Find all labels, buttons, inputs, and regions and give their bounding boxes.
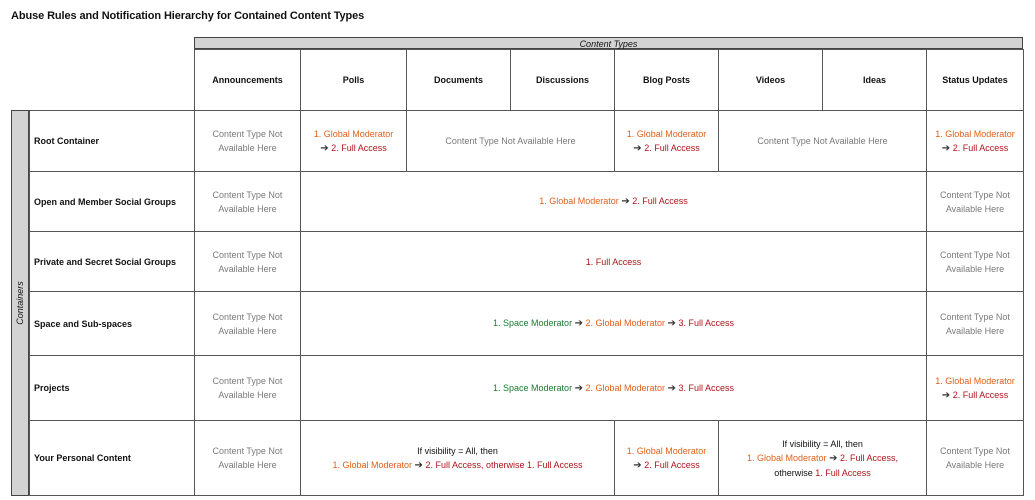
rule-global-moderator: 1. Global Moderator <box>626 128 707 139</box>
cell-na: Content Type Not Available Here <box>407 111 615 172</box>
rule-full-access: 1. Full Access <box>585 256 642 267</box>
na-line1: Content Type Not <box>940 311 1010 322</box>
rule-global-moderator: 1. Global Moderator <box>747 452 827 463</box>
table-row <box>30 421 1024 496</box>
containers-label: Containers <box>15 281 25 325</box>
row-private-secret-groups: Private and Secret Social Groups <box>30 232 195 292</box>
table-row <box>30 356 1024 421</box>
na-line2: Available Here <box>945 460 1005 470</box>
table-row <box>30 232 1024 292</box>
rule-full-access: 2. Full Access <box>632 196 688 206</box>
cell-rule <box>615 111 719 172</box>
rule-global-moderator: 2. Global Moderator <box>585 382 666 393</box>
rule-global-moderator: 1. Global Moderator <box>935 128 1015 139</box>
na-line1: Content Type Not <box>940 189 1010 200</box>
rule-global-moderator: 1. Global Moderator <box>313 128 394 139</box>
cell-rule <box>301 232 927 292</box>
cell-rule <box>301 111 407 172</box>
cell-rule <box>301 356 927 421</box>
cell-rule <box>927 356 1024 421</box>
na-line1: Content Type Not <box>212 376 283 386</box>
cell-rule <box>301 421 615 496</box>
rule-visibility-condition: If visibility = All, then <box>417 445 498 456</box>
col-discussions: Discussions <box>511 50 615 111</box>
na-line2: Available Here <box>945 325 1005 336</box>
rule-space-moderator: 1. Space Moderator <box>493 318 573 328</box>
na-line1: Content Type Not <box>212 189 283 200</box>
na-line1: Content Type Not <box>212 311 283 322</box>
cell-rule <box>615 421 719 496</box>
arrow-icon: ➔ <box>633 459 642 471</box>
arrow-icon: ➔ <box>941 142 951 154</box>
rule-full-access: 2. Full Access, <box>839 452 898 463</box>
rule-otherwise: otherwise <box>774 467 813 478</box>
arrow-icon: ➔ <box>829 452 838 464</box>
rule-full-access: 2. Full Access <box>952 142 1009 153</box>
rule-visibility-condition: If visibility = All, then <box>782 438 863 449</box>
arrow-icon: ➔ <box>414 459 423 471</box>
content-types-header: Content Types <box>194 37 1023 49</box>
row-space-subspaces: Space and Sub-spaces <box>30 292 195 356</box>
na-line2: Available Here <box>945 203 1005 214</box>
arrow-icon: ➔ <box>574 382 583 394</box>
cell-na <box>927 232 1024 292</box>
cell-na <box>195 292 301 356</box>
na-line2: Available Here <box>218 460 277 470</box>
cell-rule <box>719 421 927 496</box>
table-row <box>30 292 1024 356</box>
na-line1: Content Type Not <box>212 129 283 139</box>
cell-rule <box>301 172 927 232</box>
rule-full-access: 2. Full Access <box>644 142 700 153</box>
cell-rule <box>301 292 927 356</box>
cell-na <box>195 111 301 172</box>
na-line1: Content Type Not <box>212 249 283 260</box>
cell-na <box>195 421 301 496</box>
rule-space-moderator: 1. Space Moderator <box>493 382 573 393</box>
rule-full-access: 2. Full Access <box>644 459 700 470</box>
na-line2: Available Here <box>218 143 277 153</box>
page-title: Abuse Rules and Notification Hierarchy for Contained Content Types <box>11 10 365 22</box>
na-line2: Available Here <box>218 390 277 400</box>
arrow-icon: ➔ <box>667 318 676 329</box>
na-line1: Content Type Not <box>940 249 1010 260</box>
row-root-container: Root Container <box>30 111 195 172</box>
na-line2: Available Here <box>218 263 277 274</box>
cell-na <box>927 172 1024 232</box>
table-row <box>30 111 1024 172</box>
col-polls: Polls <box>301 50 407 111</box>
col-documents: Documents <box>407 50 511 111</box>
rule-full-access: 2. Full Access, otherwise <box>425 459 525 470</box>
rule-global-moderator: 1. Global Moderator <box>539 196 619 206</box>
rule-global-moderator: 1. Global Moderator <box>935 375 1015 386</box>
rule-full-access: 2. Full Access <box>952 389 1009 400</box>
rule-full-access: 3. Full Access <box>678 382 734 393</box>
arrow-icon: ➔ <box>621 196 630 207</box>
rule-full-access: 3. Full Access <box>678 318 734 328</box>
na-line1: Content Type Not <box>940 446 1010 456</box>
col-status-updates: Status Updates <box>927 50 1024 111</box>
arrow-icon: ➔ <box>320 142 329 154</box>
rule-full-access: 2. Full Access <box>331 142 387 153</box>
na-line2: Available Here <box>218 325 277 336</box>
rule-global-moderator: 1. Global Moderator <box>626 445 707 456</box>
cell-na <box>927 292 1024 356</box>
header-row <box>30 50 1024 111</box>
cell-na <box>195 356 301 421</box>
cell-na <box>195 232 301 292</box>
cell-na <box>927 421 1024 496</box>
col-announcements: Announcements <box>195 50 301 111</box>
na-line2: Available Here <box>945 263 1005 274</box>
row-personal-content: Your Personal Content <box>30 421 195 496</box>
row-projects: Projects <box>30 356 195 421</box>
col-videos: Videos <box>719 50 823 111</box>
cell-na <box>195 172 301 232</box>
rule-global-moderator: 2. Global Moderator <box>585 318 666 328</box>
arrow-icon: ➔ <box>574 318 583 329</box>
cell-rule <box>927 111 1024 172</box>
rule-full-access-fallback: 1. Full Access <box>527 459 583 470</box>
table-row <box>30 172 1024 232</box>
arrow-icon: ➔ <box>941 389 951 401</box>
corner-cell <box>30 50 195 111</box>
abuse-rules-table <box>29 49 1024 496</box>
col-blog-posts: Blog Posts <box>615 50 719 111</box>
na-line1: Content Type Not <box>212 446 283 456</box>
row-open-member-groups: Open and Member Social Groups <box>30 172 195 232</box>
arrow-icon: ➔ <box>633 142 642 154</box>
cell-na: Content Type Not Available Here <box>719 111 927 172</box>
containers-header <box>11 110 29 496</box>
col-ideas: Ideas <box>823 50 927 111</box>
rule-global-moderator: 1. Global Moderator <box>332 459 413 470</box>
na-line2: Available Here <box>218 203 277 214</box>
rule-full-access-fallback: 1. Full Access <box>815 467 871 478</box>
arrow-icon: ➔ <box>667 382 676 394</box>
